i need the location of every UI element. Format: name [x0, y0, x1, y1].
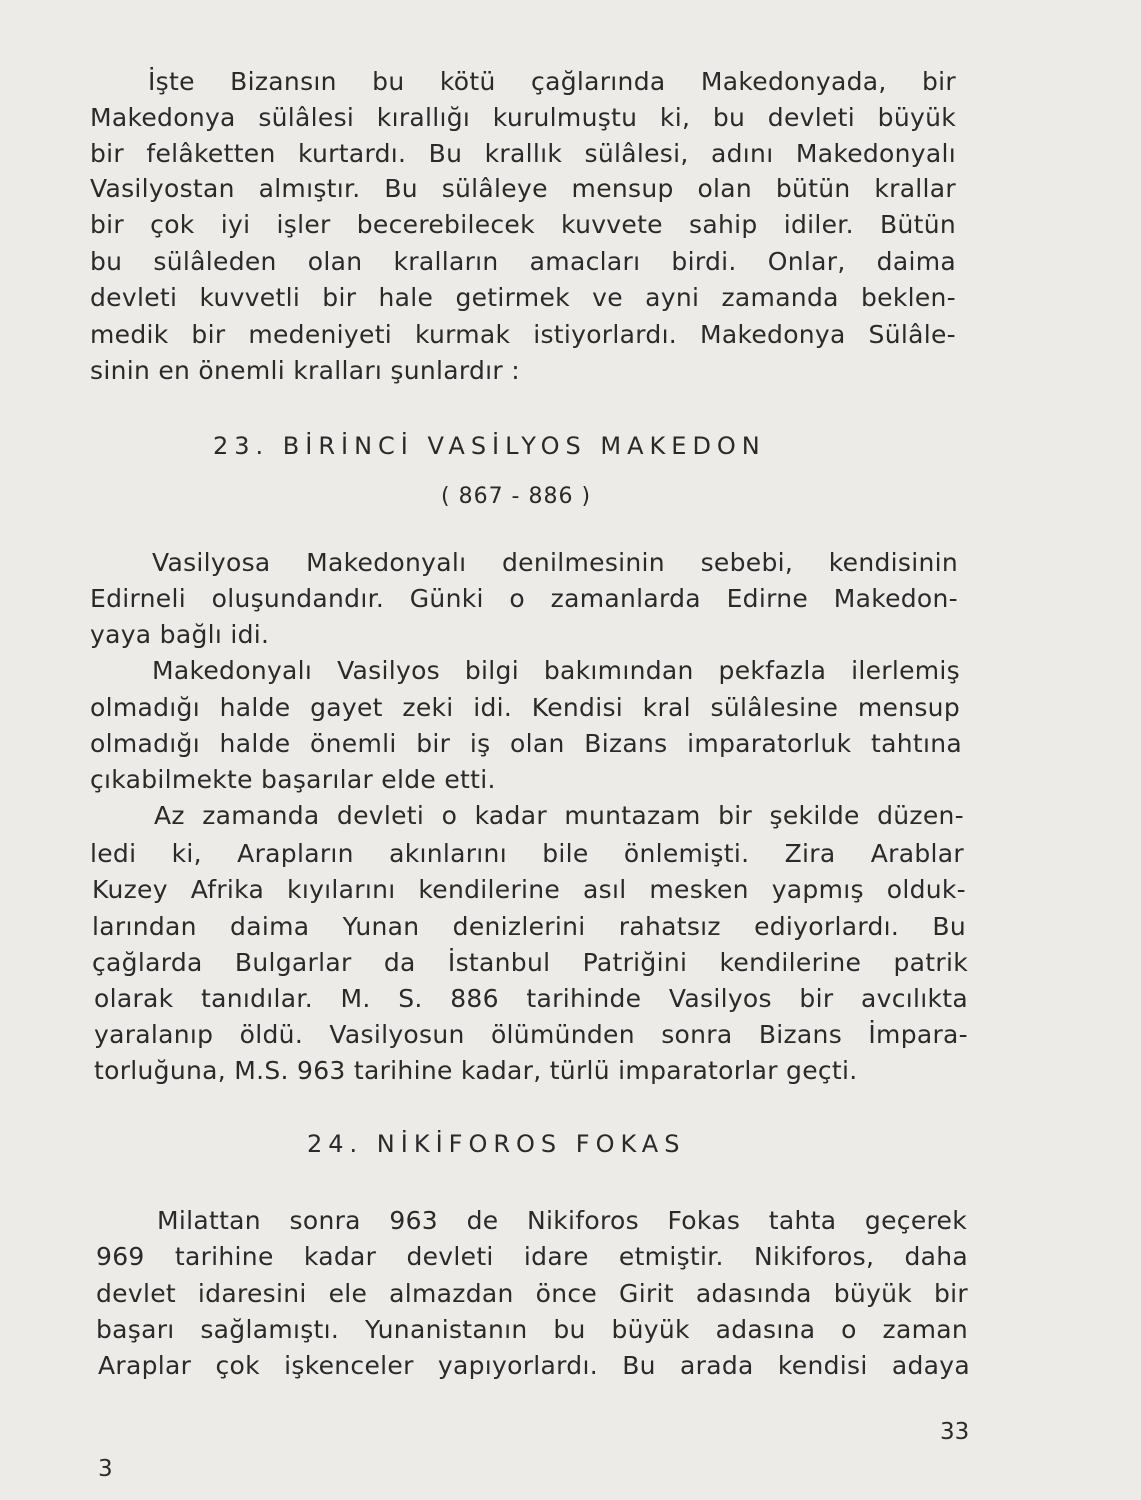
section-heading: 24. NİKİFOROS FOKAS [307, 1130, 686, 1158]
section-heading: 23. BİRİNCİ VASİLYOS MAKEDON [213, 432, 766, 460]
paragraph-line: olarak tanıdılar. M. S. 886 tarihinde Vasilyos bir avcılıkta [94, 984, 968, 1013]
page-number: 33 [940, 1419, 970, 1445]
paragraph-line: olmadığı halde önemli bir iş olan Bizans imparatorluk tahtına [90, 729, 962, 758]
paragraph-line: Araplar çok işkenceler yapıyorlardı. Bu arada kendisi adaya [98, 1351, 970, 1380]
paragraph-line: sinin en önemli kralları şunlardır : [90, 356, 520, 385]
paragraph-line: 969 tarihine kadar devleti idare etmiştir. Nikiforos, daha [96, 1242, 968, 1271]
paragraph-line: çıkabilmekte başarılar elde etti. [90, 765, 496, 794]
paragraph-line: İşte Bizansın bu kötü çağlarında Makedonyada, bir [148, 67, 956, 96]
paragraph-line: larından daima Yunan denizlerini rahatsız ediyorlardı. Bu [92, 912, 966, 941]
paragraph-line: Vasilyosa Makedonyalı denilmesinin sebebi, kendisinin [152, 548, 958, 577]
paragraph-line: olmadığı halde gayet zeki idi. Kendisi kral sülâlesine mensup [90, 693, 960, 722]
signature-mark: 3 [98, 1456, 113, 1482]
paragraph-line: bir felâketten kurtardı. Bu krallık sülâlesi, adını Makedonyalı [90, 139, 956, 168]
paragraph-line: Makedonyalı Vasilyos bilgi bakımından pekfazla ilerlemiş [152, 656, 960, 685]
paragraph-line: Vasilyostan almıştır. Bu sülâleye mensup olan bütün krallar [90, 174, 956, 203]
paragraph-line: ledi ki, Arapların akınlarını bile önlemişti. Zira Arablar [90, 839, 964, 868]
paragraph-line: başarı sağlamıştı. Yunanistanın bu büyük adasına o zaman [96, 1315, 968, 1344]
paragraph-line: medik bir medeniyeti kurmak istiyorlardı. Makedonya Sülâle- [90, 320, 956, 349]
paragraph-line: Makedonya sülâlesi kırallığı kurulmuştu ki, bu devleti büyük [90, 103, 956, 132]
paragraph-line: devlet idaresini ele almazdan önce Girit adasında büyük bir [96, 1279, 968, 1308]
paragraph-line: yaya bağlı idi. [90, 620, 270, 649]
paragraph-line: Edirneli oluşundandır. Günki o zamanlarda Edirne Makedon- [90, 584, 958, 613]
paragraph-line: torluğuna, M.S. 963 tarihine kadar, türlü imparatorlar geçti. [94, 1056, 858, 1085]
paragraph-line: Az zamanda devleti o kadar muntazam bir şekilde düzen- [154, 801, 964, 830]
paragraph-line: yaralanıp öldü. Vasilyosun ölümünden sonra Bizans İmpara- [94, 1020, 968, 1049]
paragraph-line: Milattan sonra 963 de Nikiforos Fokas tahta geçerek [157, 1206, 967, 1235]
section-dates: ( 867 - 886 ) [441, 484, 592, 509]
paragraph-line: Kuzey Afrika kıyılarını kendilerine asıl mesken yapmış olduk- [92, 875, 966, 904]
paragraph-line: çağlarda Bulgarlar da İstanbul Patriğini kendilerine patrik [92, 948, 968, 977]
paragraph-line: bir çok iyi işler becerebilecek kuvvete sahip idiler. Bütün [90, 210, 956, 239]
paragraph-line: bu sülâleden olan kralların amacları birdi. Onlar, daima [90, 247, 956, 276]
paragraph-line: devleti kuvvetli bir hale getirmek ve ayni zamanda beklen- [90, 283, 956, 312]
